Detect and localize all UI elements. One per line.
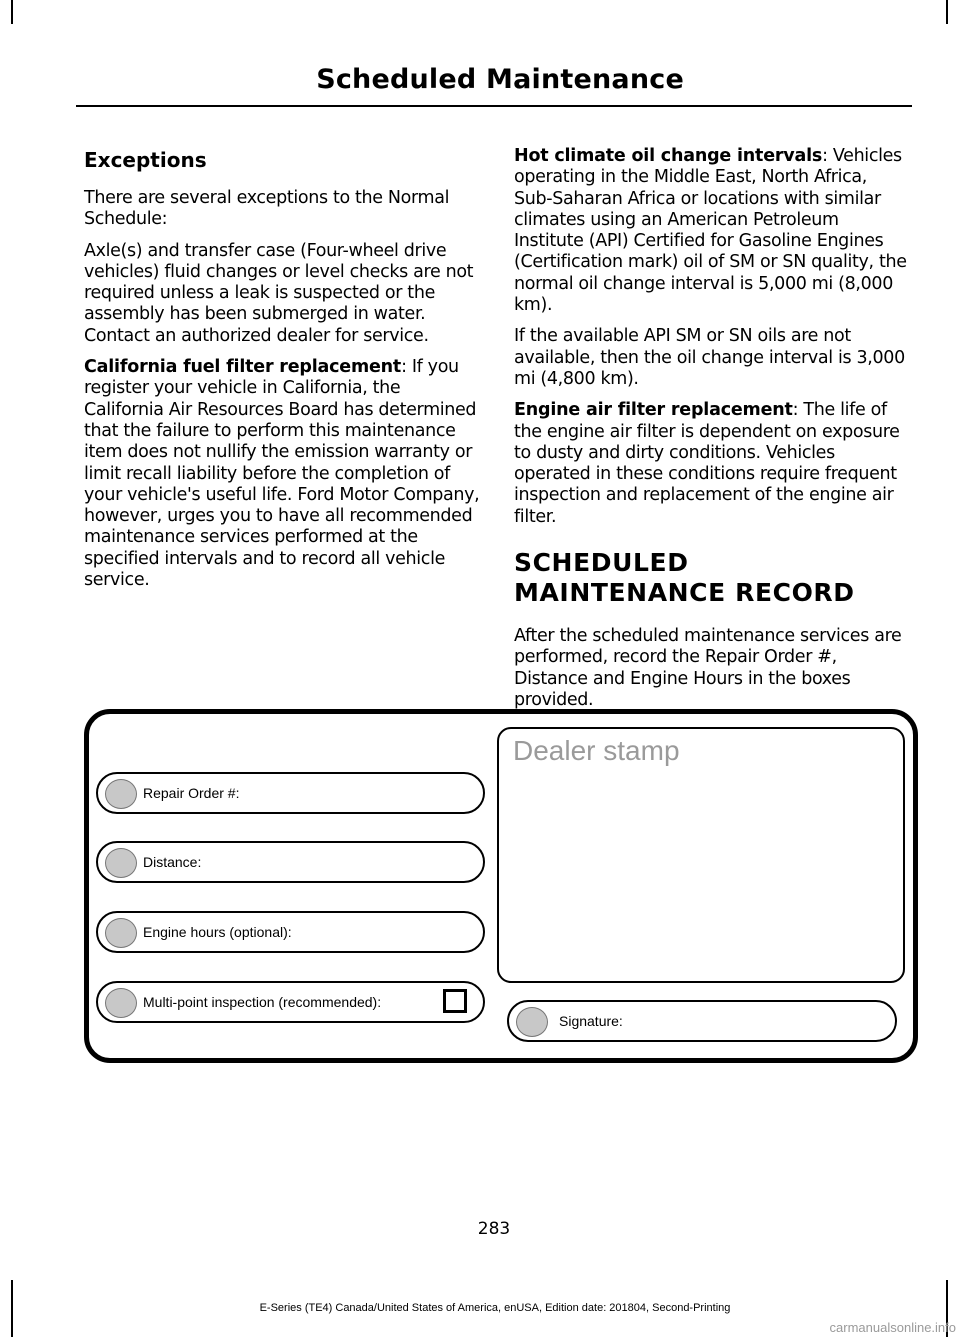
- california-text: : If you register your vehicle in California, the California Air Resources Board has determined that the failure to perform this maintenance item does not nullify the emission warranty or limit recall liability before the completion of your vehicle's useful life. Ford Motor Company, however, urges you to have all recommended maintenance services performed at the specified intervals and to record all vehicle service.: [84, 357, 480, 591]
- page-title: Scheduled Maintenance: [316, 64, 684, 95]
- hot-climate-term: Hot climate oil change intervals: [514, 146, 823, 166]
- multipoint-checkbox[interactable]: [443, 989, 467, 1013]
- repair-order-label: Repair Order #:: [143, 785, 240, 801]
- distance-label: Distance:: [143, 854, 202, 870]
- exceptions-heading: Exceptions: [84, 148, 207, 172]
- record-instructions: After the scheduled maintenance services are performed, record the Repair Order #, Distance and Engine Hours in the boxes provided.: [514, 626, 902, 710]
- signature-field[interactable]: [507, 1000, 897, 1042]
- hot-climate-paragraph: [514, 146, 910, 316]
- dealer-stamp-box[interactable]: [497, 727, 905, 983]
- hot-climate-text: : Vehicles operating in the Middle East, North Africa, Sub-Saharan Africa or locations with similar climates using an American Petroleum Institute (API) Certified for Gasoline Engines (Certification mark) oil of SM or SN quality, the normal oil change interval is 5,000 mi (8,000 km).: [514, 146, 907, 316]
- left-column: [84, 146, 480, 601]
- bullet-icon: [105, 848, 137, 878]
- air-filter-paragraph: [514, 400, 910, 528]
- california-term: California fuel filter replacement: [84, 357, 402, 378]
- right-column: [514, 146, 910, 721]
- exceptions-intro: There are several exceptions to the Normal Schedule:: [84, 188, 450, 230]
- multipoint-inspection-field: [96, 981, 485, 1023]
- multipoint-label: Multi-point inspection (recommended):: [143, 994, 382, 1010]
- page-number: 283: [477, 1219, 511, 1239]
- distance-field[interactable]: [96, 841, 485, 883]
- oil-availability-paragraph: If the available API SM or SN oils are not available, then the oil change interval is 3,000 mi (4,800 km).: [514, 326, 905, 389]
- signature-label: Signature:: [559, 1013, 623, 1029]
- bullet-icon: [105, 779, 137, 809]
- engine-hours-field[interactable]: [96, 911, 485, 953]
- watermark: carmanualsonline.info: [829, 1320, 956, 1335]
- air-filter-text: : The life of the engine air filter is dependent on exposure to dusty and dirty conditions. Vehicles operated in these conditions require frequent inspection and replacement of the engine air filter.: [514, 400, 900, 527]
- air-filter-term: Engine air filter replacement: [514, 400, 793, 421]
- edition-footer: E-Series (TE4) Canada/United States of America, enUSA, Edition date: 201804, Second-Printing: [259, 1302, 731, 1314]
- axle-paragraph: Axle(s) and transfer case (Four-wheel drive vehicles) fluid changes or level checks are not required unless a leak is suspected or the assembly has been submerged in water. Contact an authorized dealer for service.: [84, 240, 474, 346]
- repair-order-field[interactable]: [96, 772, 485, 814]
- dealer-stamp-label: Dealer stamp: [513, 735, 680, 766]
- crop-mark-top-right: [946, 0, 948, 24]
- california-paragraph: [84, 357, 480, 591]
- crop-mark-top-left: [11, 0, 13, 24]
- bullet-icon: [105, 918, 137, 948]
- engine-hours-label: Engine hours (optional):: [143, 924, 292, 940]
- bullet-icon: [516, 1007, 548, 1037]
- title-divider: [76, 105, 912, 107]
- record-section-heading: SCHEDULED MAINTENANCE RECORD: [514, 548, 855, 608]
- bullet-icon: [105, 988, 137, 1018]
